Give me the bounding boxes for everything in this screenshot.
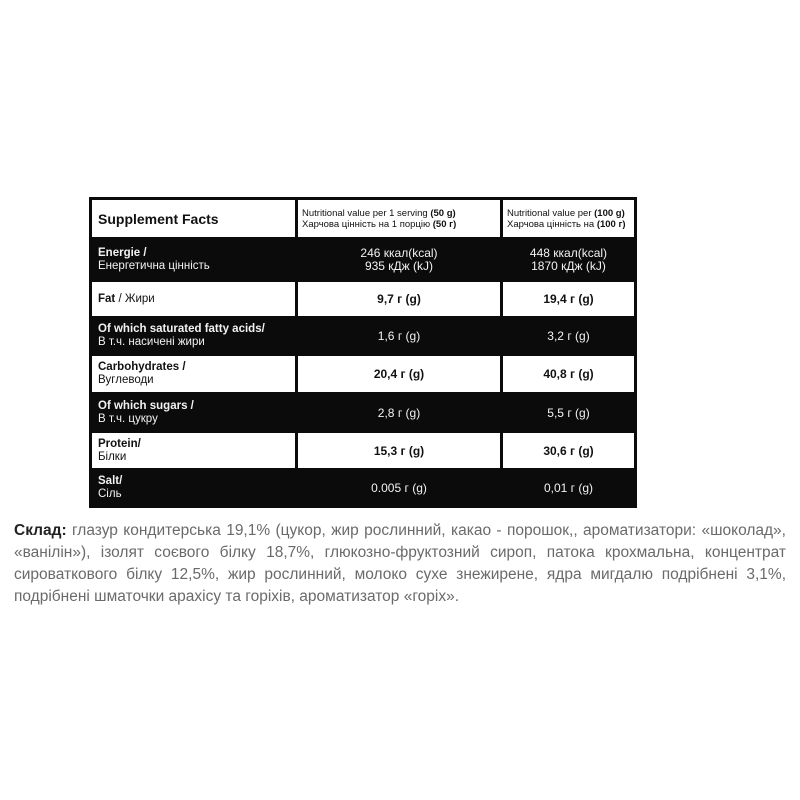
table-header-row [92, 200, 634, 237]
salt-label: Salt/ Сіль [92, 471, 295, 505]
salt-value-per-serving: 0.005 г (g) [298, 471, 500, 505]
energy-value-per-100g: 448 ккал(kcal) 1870 кДж (kJ) [503, 240, 634, 279]
column-header-per-serving-en: Nutritional value per 1 serving (50 g) [302, 207, 456, 219]
protein-label: Protein/ Білки [92, 433, 295, 468]
energy-value-per-serving: 246 ккал(kcal) 935 кДж (kJ) [298, 240, 500, 279]
fat-value-per-serving: 9,7 г (g) [298, 282, 500, 316]
supplement-facts-table [89, 197, 637, 508]
column-header-per-100g-ua: Харчова цінність на (100 г) [507, 218, 626, 230]
fat-label: Fat / Жири [92, 282, 295, 316]
table-row-energy [92, 240, 634, 279]
saturated-fat-label: Of which saturated fatty acids/ В т.ч. насичені жири [92, 319, 295, 353]
table-row-protein [92, 433, 634, 468]
column-header-per-serving [298, 200, 500, 237]
salt-value-per-100g: 0,01 г (g) [503, 471, 634, 505]
saturated-fat-value-per-serving: 1,6 г (g) [298, 319, 500, 353]
fat-value-per-100g: 19,4 г (g) [503, 282, 634, 316]
saturated-fat-value-per-100g: 3,2 г (g) [503, 319, 634, 353]
sugars-value-per-serving: 2,8 г (g) [298, 395, 500, 430]
protein-value-per-serving: 15,3 г (g) [298, 433, 500, 468]
table-row-salt [92, 471, 634, 505]
energy-label: Energie / Енергетична цінність [92, 240, 295, 279]
table-row-sugars [92, 395, 634, 430]
carbohydrates-label: Carbohydrates / Вуглеводи [92, 356, 295, 392]
carbohydrates-value-per-serving: 20,4 г (g) [298, 356, 500, 392]
composition-label: Склад: [14, 522, 67, 539]
column-header-per-100g-en: Nutritional value per (100 g) [507, 207, 625, 219]
protein-value-per-100g: 30,6 г (g) [503, 433, 634, 468]
composition-text: глазур кондитерська 19,1% (цукор, жир рослинний, какао - порошок,, ароматизатори: «шоколад», «ванілін»), ізолят соєвого білку 18,7%, глюкозно-фруктозний сироп, патока крохмальна, концентрат сироваткового білку 12,5%, жир рослинний, молоко сухе знежирене, ядра мигдалю подрібнені 3,1%, подрібнені шматочки арахісу та горіхів, ароматизатор «горіх». [14, 522, 786, 605]
table-row-saturated-fat [92, 319, 634, 353]
column-header-per-serving-ua: Харчова цінність на 1 порцію (50 г) [302, 218, 457, 230]
composition-paragraph [14, 520, 786, 608]
table-row-fat [92, 282, 634, 316]
column-header-per-100g [503, 200, 634, 237]
table-title: Supplement Facts [92, 200, 295, 237]
sugars-value-per-100g: 5,5 г (g) [503, 395, 634, 430]
sugars-label: Of which sugars / В т.ч. цукру [92, 395, 295, 430]
table-row-carbohydrates [92, 356, 634, 392]
carbohydrates-value-per-100g: 40,8 г (g) [503, 356, 634, 392]
